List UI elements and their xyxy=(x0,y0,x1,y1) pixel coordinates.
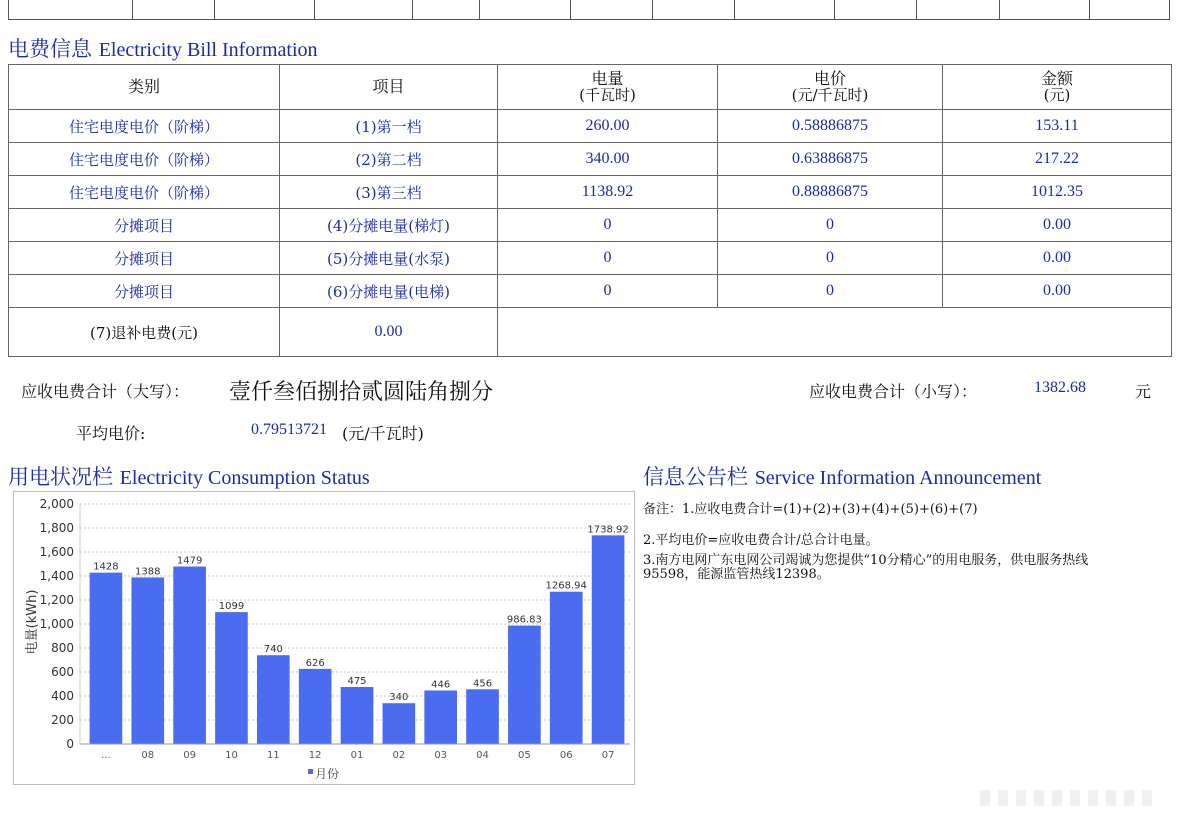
cell-price: 0 xyxy=(718,209,943,242)
x-tick-label: 04 xyxy=(476,750,489,761)
bar-value-label: 1388 xyxy=(135,566,161,578)
chart-bar xyxy=(215,612,248,744)
strip-divider xyxy=(999,0,1000,20)
cell-usage: 0 xyxy=(498,209,718,242)
chart-bar xyxy=(257,655,290,744)
y-tick-label: 1,400 xyxy=(39,569,74,583)
cell-usage: 340.00 xyxy=(498,143,718,176)
y-tick-label: 400 xyxy=(51,689,74,703)
cell-usage: 0 xyxy=(498,275,718,308)
announcement-title-en: Service Information Announcement xyxy=(754,467,1042,489)
strip-divider xyxy=(479,0,480,20)
strip-divider xyxy=(412,0,413,20)
bill-title-en: Electricity Bill Information xyxy=(98,39,318,61)
cell-category: 住宅电度电价（阶梯） xyxy=(9,176,280,209)
avg-price-value: 0.79513721 xyxy=(251,421,327,438)
y-tick-label: 2,000 xyxy=(39,497,74,511)
x-tick-label: 08 xyxy=(141,750,155,761)
chart-bar xyxy=(466,689,499,744)
table-row xyxy=(9,176,1172,209)
bar-value-label: 456 xyxy=(472,678,493,690)
cell-usage: 0 xyxy=(498,242,718,275)
y-tick-label: 1,800 xyxy=(39,521,74,535)
cell-amount: 153.11 xyxy=(943,110,1172,143)
table-row xyxy=(9,275,1172,308)
chart-bar xyxy=(299,669,332,744)
cell-amount: 217.22 xyxy=(943,143,1172,176)
cell-amount: 1012.35 xyxy=(943,176,1172,209)
strip-divider xyxy=(314,0,315,20)
x-tick-label: 01 xyxy=(350,750,364,761)
consumption-title-cn: 用电状况栏 xyxy=(8,465,113,489)
y-tick-label: 1,200 xyxy=(39,593,74,607)
table-row xyxy=(9,242,1172,275)
cell-category: 分摊项目 xyxy=(9,275,280,308)
cell-item: (4)分摊电量(梯灯) xyxy=(280,209,498,242)
header-price: 电价 (元/千瓦时) xyxy=(718,65,943,110)
cell-item: (5)分摊电量(水泵) xyxy=(280,242,498,275)
chart-bar xyxy=(424,690,457,744)
chart-bar xyxy=(90,573,123,744)
refund-label: (7)退补电费(元) xyxy=(9,308,280,357)
bar-value-label: 986.83 xyxy=(506,614,542,626)
strip-divider xyxy=(652,0,653,20)
bar-value-label: 1099 xyxy=(218,601,245,613)
cell-usage: 1138.92 xyxy=(498,176,718,209)
cell-category: 分摊项目 xyxy=(9,242,280,275)
consumption-section-title xyxy=(8,461,370,491)
cell-amount: 0.00 xyxy=(943,275,1172,308)
note-line: 3.南方电网广东电网公司竭诚为您提供“10分精心”的用电服务，供电服务热线 xyxy=(643,553,1089,568)
cell-price: 0.63886875 xyxy=(718,143,943,176)
y-tick-label: 800 xyxy=(51,641,74,655)
bill-header-row xyxy=(9,65,1172,110)
refund-empty-cell xyxy=(498,308,1172,357)
bar-value-label: 740 xyxy=(263,644,283,656)
top-table-strip xyxy=(8,0,1170,20)
strip-divider xyxy=(734,0,735,20)
x-tick-label: 11 xyxy=(266,750,280,761)
strip-divider xyxy=(570,0,571,20)
header-usage: 电量 (千瓦时) xyxy=(498,65,718,110)
chart-bar xyxy=(173,567,206,744)
x-tick-label: 07 xyxy=(601,750,615,761)
table-row xyxy=(9,143,1172,176)
cell-category: 住宅电度电价（阶梯） xyxy=(9,110,280,143)
note-line: 2.平均电价=应收电费合计/总合计电量。 xyxy=(643,533,879,548)
total-upper-value: 壹仟叁佰捌拾贰圆陆角捌分 xyxy=(229,380,494,405)
refund-row xyxy=(9,308,1172,357)
total-lower-value: 1382.68 xyxy=(1034,379,1086,396)
strip-divider xyxy=(1089,0,1090,20)
cell-price: 0 xyxy=(718,275,943,308)
watermark-decoration xyxy=(980,786,1170,810)
y-tick-label: 1,000 xyxy=(39,617,74,631)
cell-price: 0.88886875 xyxy=(718,176,943,209)
bar-value-label: 340 xyxy=(389,692,409,704)
avg-price-unit: (元/千瓦时) xyxy=(342,424,424,443)
cell-item: (6)分摊电量(电梯) xyxy=(280,275,498,308)
chart-bar xyxy=(131,577,164,744)
consumption-title-en: Electricity Consumption Status xyxy=(119,467,370,489)
strip-divider xyxy=(214,0,215,20)
cell-item: (2)第二档 xyxy=(280,143,498,176)
x-tick-label: 12 xyxy=(308,750,322,761)
x-tick-label: 05 xyxy=(518,750,531,761)
cell-price: 0.58886875 xyxy=(718,110,943,143)
strip-divider xyxy=(834,0,835,20)
bar-value-label: 1479 xyxy=(176,555,203,567)
y-tick-label: 600 xyxy=(51,665,74,679)
announcement-title-cn: 信息公告栏 xyxy=(643,465,748,489)
chart-legend-label: 月份 xyxy=(315,767,340,781)
avg-price-label: 平均电价: xyxy=(76,424,146,443)
y-tick-label: 200 xyxy=(51,713,74,727)
y-tick-label: 0 xyxy=(66,737,74,751)
bill-section-title xyxy=(8,33,318,63)
chart-ylabel: 电量(kWh) xyxy=(25,589,40,655)
chart-bar xyxy=(508,626,541,744)
total-lower-unit: 元 xyxy=(1135,382,1152,401)
cell-category: 分摊项目 xyxy=(9,209,280,242)
bar-value-label: 1738.92 xyxy=(587,524,629,536)
strip-divider xyxy=(916,0,917,20)
total-upper-label: 应收电费合计（大写）： xyxy=(21,382,190,401)
x-tick-label: ... xyxy=(101,750,111,761)
consumption-chart xyxy=(13,491,635,785)
announcement-section-title xyxy=(643,461,1041,491)
consumption-chart-svg xyxy=(14,492,634,784)
bar-value-label: 475 xyxy=(347,676,367,687)
strip-divider xyxy=(132,0,133,20)
cell-amount: 0.00 xyxy=(943,209,1172,242)
chart-bar xyxy=(550,592,583,744)
header-amount: 金额 (元) xyxy=(943,65,1172,110)
x-tick-label: 09 xyxy=(183,750,196,761)
total-lower-label: 应收电费合计（小写）： xyxy=(809,382,978,401)
chart-bar xyxy=(341,687,374,744)
cell-item: (1)第一档 xyxy=(280,110,498,143)
cell-category: 住宅电度电价（阶梯） xyxy=(9,143,280,176)
table-row xyxy=(9,110,1172,143)
x-tick-label: 10 xyxy=(225,750,238,761)
bar-value-label: 1268.94 xyxy=(545,580,587,592)
note-line: 95598，能源监管热线12398。 xyxy=(643,567,830,582)
cell-item: (3)第三档 xyxy=(280,176,498,209)
header-category: 类别 xyxy=(9,65,280,110)
cell-price: 0 xyxy=(718,242,943,275)
chart-bar xyxy=(592,535,625,744)
y-tick-label: 1,600 xyxy=(39,545,74,559)
refund-value: 0.00 xyxy=(280,308,498,357)
x-tick-label: 02 xyxy=(392,750,406,761)
header-item: 项目 xyxy=(280,65,498,110)
legend-swatch xyxy=(308,769,313,774)
x-tick-label: 03 xyxy=(434,750,448,761)
cell-amount: 0.00 xyxy=(943,242,1172,275)
bar-value-label: 626 xyxy=(305,657,325,669)
bar-value-label: 446 xyxy=(431,679,451,691)
bill-title-cn: 电费信息 xyxy=(8,37,92,61)
bar-value-label: 1428 xyxy=(93,561,119,573)
x-tick-label: 06 xyxy=(559,750,573,761)
bill-table xyxy=(8,64,1172,357)
note-line: 备注：1.应收电费合计=(1)+(2)+(3)+(4)+(5)+(6)+(7) xyxy=(643,502,978,517)
chart-bar xyxy=(383,703,416,744)
table-row xyxy=(9,209,1172,242)
cell-usage: 260.00 xyxy=(498,110,718,143)
